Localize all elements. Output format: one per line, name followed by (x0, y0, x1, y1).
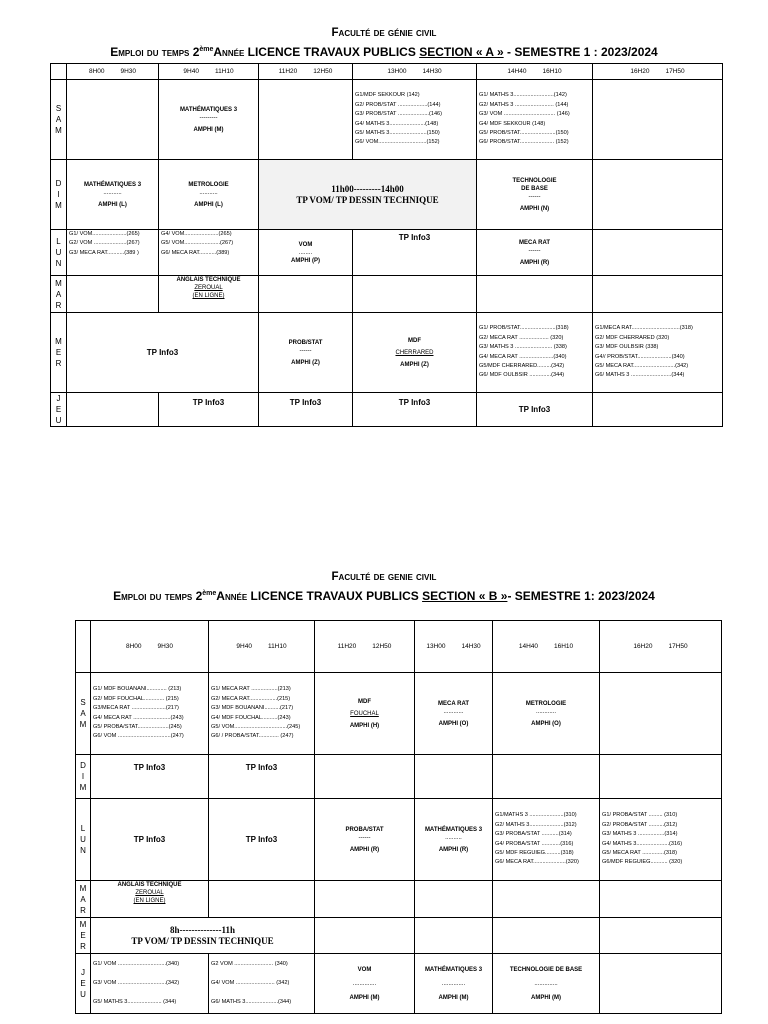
cell-empty (593, 393, 723, 427)
tp-info-cell: TP Info3 (353, 393, 477, 427)
tp-info-cell: TP Info3 (91, 799, 209, 881)
day-label-mer: M E R (51, 313, 67, 393)
row-dimanche (51, 160, 723, 230)
course-cell: ANGLAIS TECHNIQUE ZEROUAL (EN LIGNE) (159, 276, 259, 313)
group-list-cell: G2 VOM ......................... (340) G4/ VOM ......................... (342) G6/ MATHS 3.....................(344) (209, 954, 315, 1014)
header-slot-2: 9H40 11H10 (159, 64, 259, 80)
cell-empty (593, 80, 723, 160)
cell-empty (600, 954, 722, 1014)
header-slot-6: 16H20 17H50 (593, 64, 723, 80)
cell-empty (493, 755, 600, 799)
day-label-mer: M E R (76, 918, 91, 954)
header-slot-1: 8H00 9H30 (91, 621, 209, 673)
group-list-cell: G1/ PROBA/STAT ......... (310) G2/ PROBA/STAT ..........(312) G3/ MATHS 3 .................(314) G4/ MATHS 3.....................(316) G5/ MECA RAT ..............(318) G6/MDF REGUIEG........... (320) (600, 799, 722, 881)
day-label-lun: L U N (51, 230, 67, 276)
day-label-sam: S A M (76, 673, 91, 755)
group-list-cell: G1/ PROB/STAT.......................(318) G2/ MECA RAT ................... (320) G3/ MATHS 3 ........................ (338) G4/ MECA RAT ......................(340) G5/MDF CHERRARED.........(342) G6/ MDF OULBSIR ..............(344) (477, 313, 593, 393)
cell-empty (67, 393, 159, 427)
day-label-jeu: J E U (51, 393, 67, 427)
cell-empty (600, 881, 722, 918)
course-cell: MATHÉMATIQUES 3 .......... AMPHI (R) (415, 799, 493, 881)
header-slot-5: 14H40 16H10 (477, 64, 593, 80)
course-cell: MDF CHERRARED AMPHI (Z) (353, 313, 477, 393)
cell-empty (600, 673, 722, 755)
header-slot-3: 11H20 12H50 (315, 621, 415, 673)
cell-empty (315, 918, 415, 954)
cell-empty (67, 80, 159, 160)
cell-empty (593, 276, 723, 313)
header-slot-1: 8H00 9H30 (67, 64, 159, 80)
tp-info-cell: TP Info3 (477, 393, 593, 427)
header-slot-2: 9H40 11H10 (209, 621, 315, 673)
header-slot-3: 11H20 12H50 (259, 64, 353, 80)
course-cell: TECHNOLOGIE DE BASE ------ AMPHI (N) (477, 160, 593, 230)
timetable-section-a (50, 63, 723, 427)
row-jeudi (51, 393, 723, 427)
corner-cell (76, 621, 91, 673)
course-cell: MATHÉMATIQUES 3 .............. AMPHI (M) (415, 954, 493, 1014)
course-cell: METROLOGIE ............ AMPHI (O) (493, 673, 600, 755)
header-row (51, 64, 723, 80)
timetable-section-b (75, 620, 722, 1014)
tp-info-cell: TP Info3 (209, 799, 315, 881)
course-cell: TECHNOLOGIE DE BASE .............. AMPHI (M) (493, 954, 600, 1014)
tp-info-cell: TP Info3 (91, 755, 209, 799)
row-samedi (51, 80, 723, 160)
day-label-mar: M A R (51, 276, 67, 313)
cell-empty (593, 160, 723, 230)
row-mardi (51, 276, 723, 313)
group-list-cell: G1/ VOM ...............................(340) G3/ VOM ...............................(342) G5/ MATHS 3...................... (344) (91, 954, 209, 1014)
cell-empty (415, 755, 493, 799)
group-list-cell: G1/ VOM......................(265) G2/ VOM .....................(267) G3/ MECA RAT...........(389 ) (67, 230, 159, 276)
cell-empty (315, 881, 415, 918)
header-slot-6: 16H20 17H50 (600, 621, 722, 673)
cell-empty (493, 918, 600, 954)
tp-info-cell: TP Info3 (67, 313, 259, 393)
day-label-dim: D I M (51, 160, 67, 230)
row-mercredi (76, 918, 722, 954)
course-cell: MECA RAT ------ AMPHI (R) (477, 230, 593, 276)
group-list-cell: G1/MATHS 3 ......................(310) G2/ MATHS 3......................(312) G3/ PROBA/STAT ...........(314) G4/ PROBA/STAT ............(316) G5/ MDF REGUIEG..........(318) G6/ MECA RAT.....................(320) (493, 799, 600, 881)
course-cell: PROB/STAT ------ AMPHI (Z) (259, 313, 353, 393)
tp-merged-cell: 11h00---------14h00 TP VOM/ TP DESSIN TECHNIQUE (259, 160, 477, 230)
header-slot-5: 14H40 16H10 (493, 621, 600, 673)
course-cell: PROBA/STAT ------ AMPHI (R) (315, 799, 415, 881)
day-label-lun: L U N (76, 799, 91, 881)
tp-merged-cell: 8h--------------11h TP VOM/ TP DESSIN TECHNIQUE (91, 918, 315, 954)
cell-empty (259, 276, 353, 313)
cell-empty (67, 276, 159, 313)
schedule-title-b: Emploi du temps 2èmeAnnée LICENCE TRAVAUX PUBLICS SECTION « B »- SEMESTRE 1: 2023/2024 (113, 589, 655, 603)
group-list-cell: G1/ MATHS 3..........................(142) G2/ MATHS 3 ......................... (144) G3/ VOM ................................. (146) G4/ MDF SEKKOUR (148) G5/ PROB/STAT.......................(150) G6/ PROB/STAT...................... (152) (477, 80, 593, 160)
day-label-mar: M A R (76, 881, 91, 918)
cell-empty (415, 881, 493, 918)
course-cell: MATHÉMATIQUES 3 --------- AMPHI (M) (159, 80, 259, 160)
row-lundi (51, 230, 723, 276)
cell-empty (600, 918, 722, 954)
faculty-title-a: Faculté de génie civil (331, 27, 437, 39)
faculty-title-b: Faculté de genie civil (331, 571, 437, 583)
row-mardi (76, 881, 722, 918)
header-slot-4: 13H00 14H30 (415, 621, 493, 673)
course-cell: MECA RAT ............ AMPHI (O) (415, 673, 493, 755)
header-row (76, 621, 722, 673)
course-cell: METROLOGIE ........... AMPHI (L) (159, 160, 259, 230)
cell-empty (600, 755, 722, 799)
cell-empty (415, 918, 493, 954)
course-cell: VOM .............. AMPHI (M) (315, 954, 415, 1014)
cell-empty (493, 881, 600, 918)
tp-info-cell: TP Info3 (209, 755, 315, 799)
course-cell: MDF FOUCHAL AMPHI (H) (315, 673, 415, 755)
day-label-dim: D I M (76, 755, 91, 799)
cell-empty (353, 276, 477, 313)
cell-empty (477, 276, 593, 313)
group-list-cell: G1/MDF SEKKOUR (142) G2/ PROB/STAT ...................(144) G3/ PROB/STAT ....................(146) G4/ MATHS 3.......................(148) G5/ MATHS 3........................(150) G6/ VOM...............................(152) (353, 80, 477, 160)
row-lundi (76, 799, 722, 881)
tp-info-cell: TP Info3 (259, 393, 353, 427)
corner-cell (51, 64, 67, 80)
cell-empty (315, 755, 415, 799)
header-slot-4: 13H00 14H30 (353, 64, 477, 80)
day-label-jeu: J E U (76, 954, 91, 1014)
day-label-sam: S A M (51, 80, 67, 160)
row-dimanche (76, 755, 722, 799)
group-list-cell: G1/ MECA RAT .................(213) G2/ MECA RAT..................(215) G3/ MDF BOUANANI..........(217) G4/ MDF FOUCHAL..........(243) G5/ VOM..................................(245) G6/ / PROBA/STAT............. (247) (209, 673, 315, 755)
group-list-cell: G1/ MDF BOUANANI............. (213) G2/ MDF FOUCHAL............. (215) G3/MECA RAT ......................(217) G4/ MECA RAT ........................(243) G5/ PROBA/STAT....................(245) G6/ VOM ..................................(247) (91, 673, 209, 755)
row-mercredi (51, 313, 723, 393)
course-cell: VOM ........ AMPHI (P) (259, 230, 353, 276)
group-list-cell: G4/ VOM......................(265) G5/ VOM.......................(267) G6/ MECA RAT...........(389) (159, 230, 259, 276)
schedule-title-a: Emploi du temps 2èmeAnnée LICENCE TRAVAUX PUBLICS SECTION « A » - SEMESTRE 1 : 2023/2024 (110, 45, 658, 59)
cell-empty (259, 80, 353, 160)
course-cell: MATHÉMATIQUES 3 ........... AMPHI (L) (67, 160, 159, 230)
tp-info-cell: TP Info3 (159, 393, 259, 427)
cell-empty (209, 881, 315, 918)
course-cell: ANGLAIS TECHNIQUE ZEROUAL (EN LIGNE) (91, 881, 209, 918)
row-jeudi (76, 954, 722, 1014)
group-list-cell: G1/MECA RAT...............................(318) G2/ MDF CHERRARED (320) G3/ MDF OULBSIR (338) G4// PROB/STAT......................(340) G5/ MECA RAT...........................(342) G6/ MATHS 3 ..........................(344) (593, 313, 723, 393)
row-samedi (76, 673, 722, 755)
tp-info-cell: TP Info3 (353, 230, 477, 276)
cell-empty (593, 230, 723, 276)
